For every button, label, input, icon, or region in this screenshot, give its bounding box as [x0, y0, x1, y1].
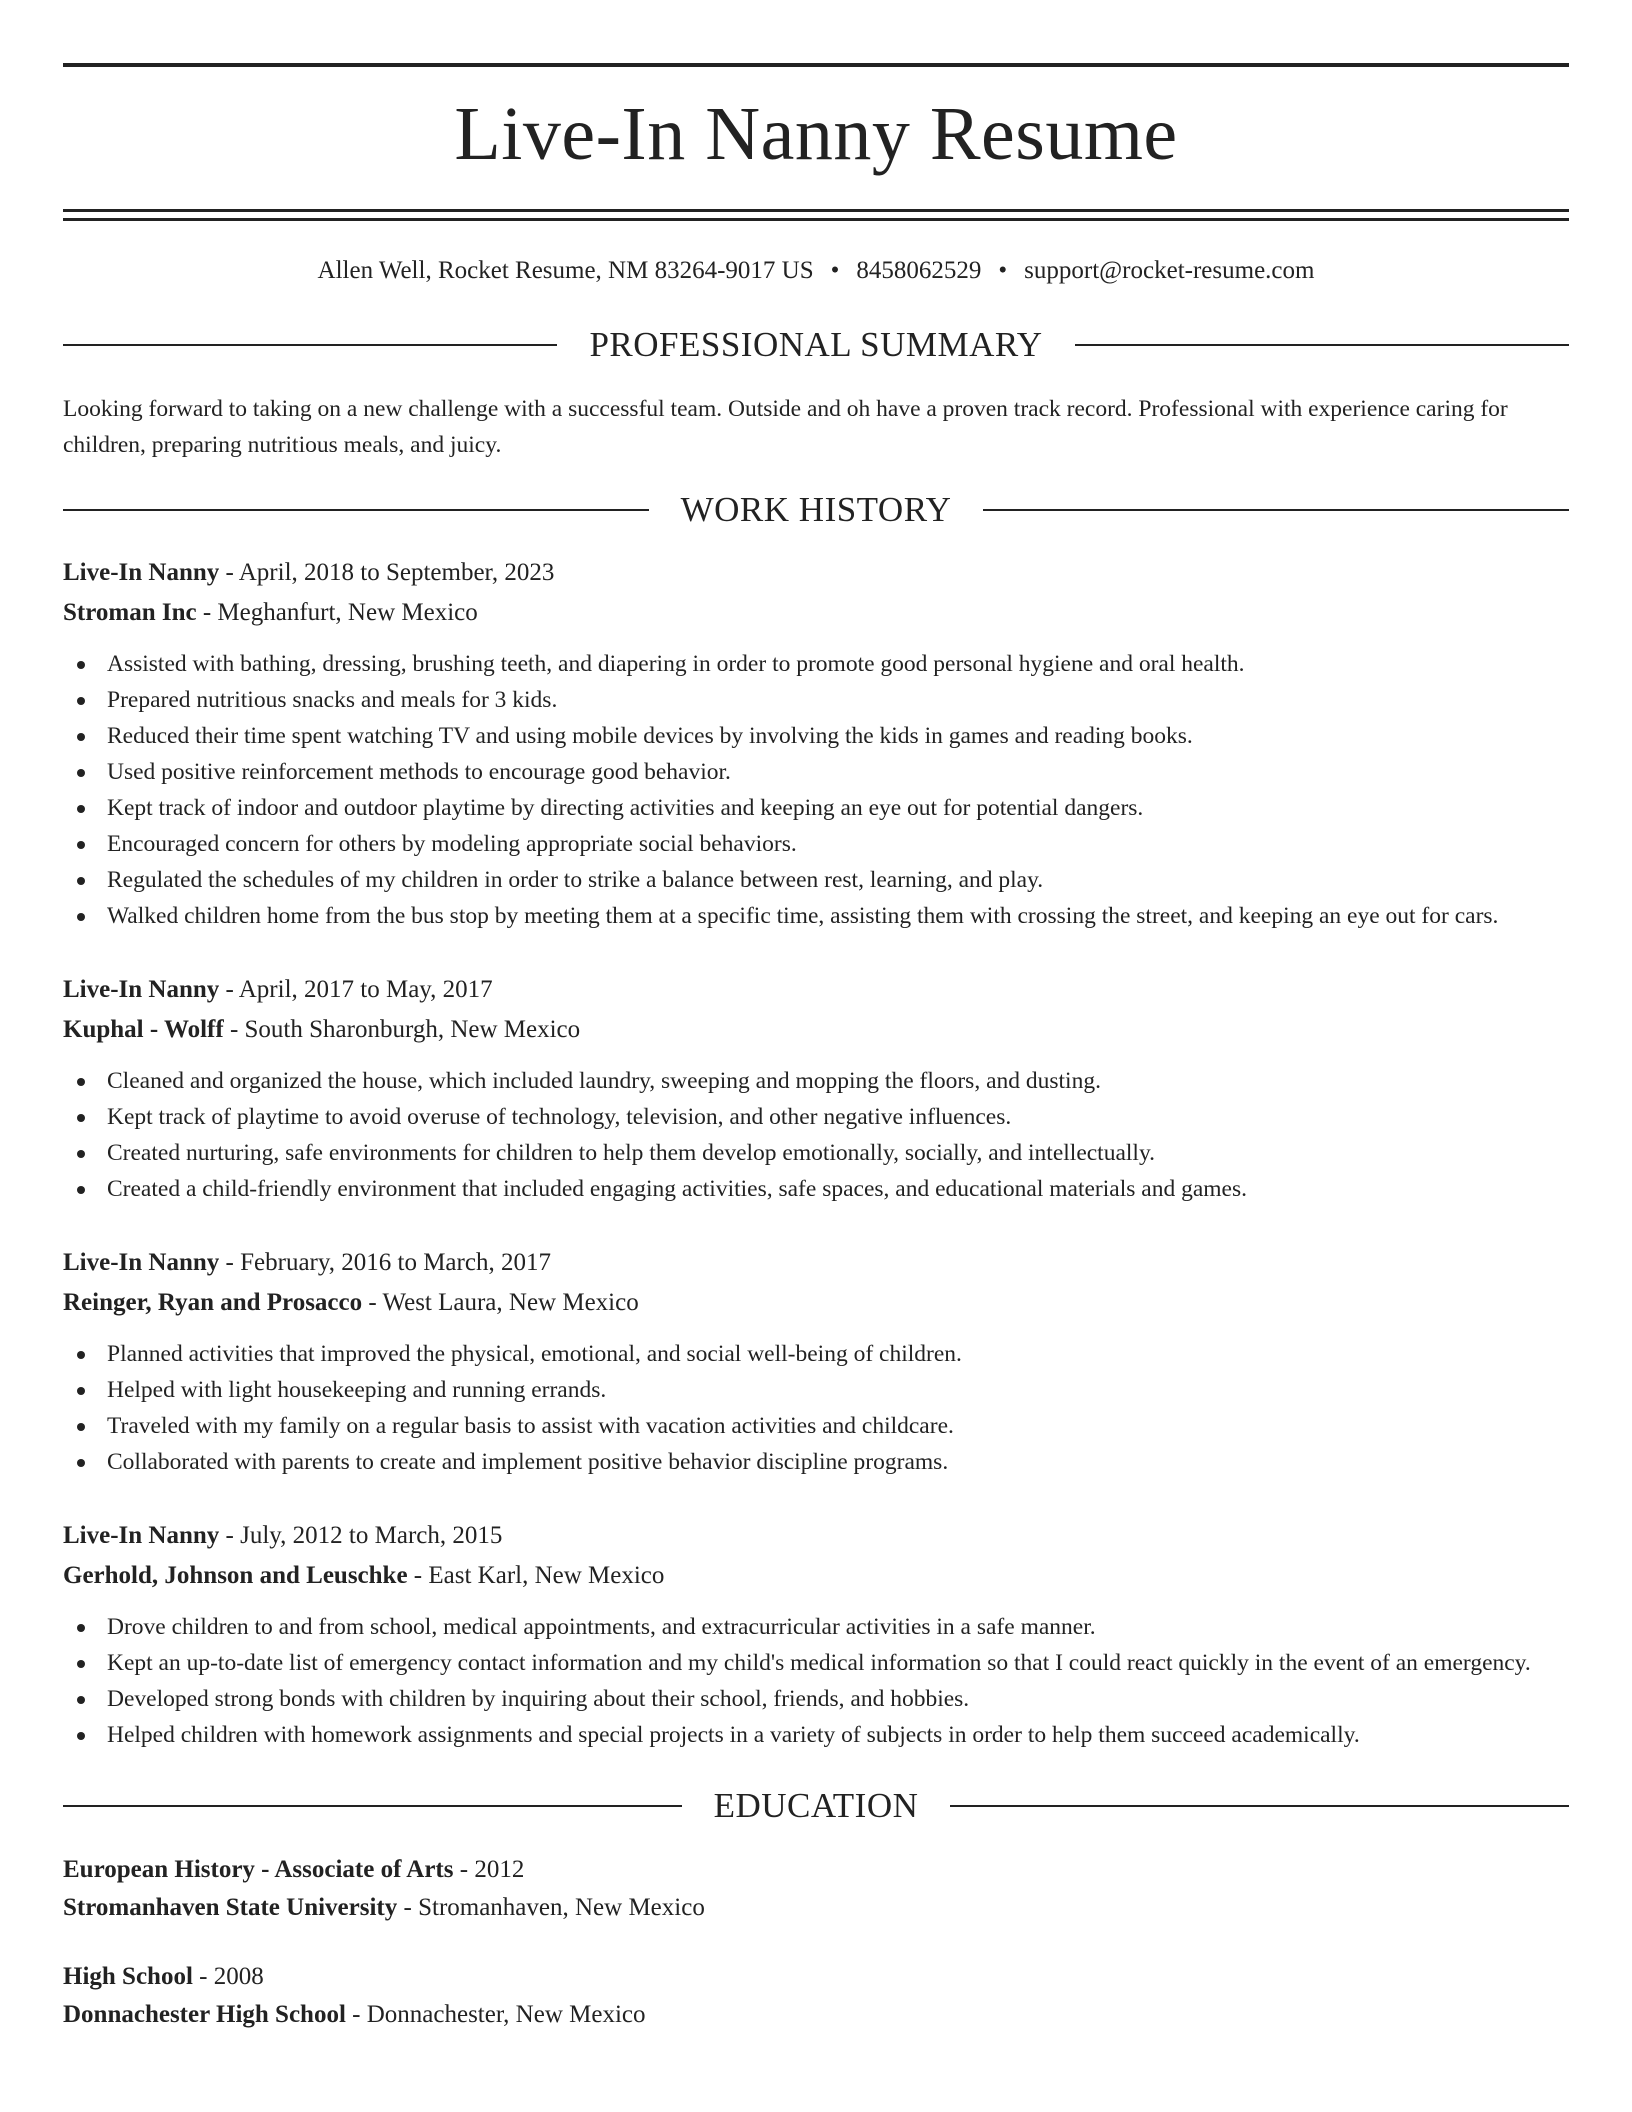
title-double-rule [63, 209, 1569, 221]
section-rule-left [63, 344, 557, 346]
duty-item: Drove children to and from school, medical appointments, and extracurricular activities in a safe manner. [63, 1609, 1569, 1645]
education-location: - Donnachester, New Mexico [345, 2001, 646, 2028]
duty-item: Collaborated with parents to create and implement positive behavior discipline programs. [63, 1444, 1569, 1480]
job-title-line [63, 553, 1569, 593]
duty-item: Created nurturing, safe environments for children to help them develop emotionally, socially, and intellectually. [63, 1135, 1569, 1171]
job-location: - West Laura, New Mexico [362, 1289, 639, 1316]
duty-item: Created a child-friendly environment that included engaging activities, safe spaces, and educational materials and games. [63, 1171, 1569, 1207]
job-entry [63, 1516, 1569, 1753]
job-title-line [63, 1243, 1569, 1283]
job-dates: - July, 2012 to March, 2015 [219, 1522, 503, 1549]
education-entry [63, 1851, 1569, 1927]
job-entry [63, 1243, 1569, 1480]
job-entry [63, 553, 1569, 934]
duty-item: Regulated the schedules of my children in order to strike a balance between rest, learning, and play. [63, 862, 1569, 898]
section-rule-right [950, 1805, 1569, 1807]
duty-item: Developed strong bonds with children by inquiring about their school, friends, and hobbies. [63, 1681, 1569, 1717]
job-title: Live-In Nanny [63, 1249, 220, 1276]
duty-item: Traveled with my family on a regular basis to assist with vacation activities and childcare. [63, 1408, 1569, 1444]
duty-item: Encouraged concern for others by modeling appropriate social behaviors. [63, 826, 1569, 862]
contact-address: Allen Well, Rocket Resume, NM 83264-9017 US [317, 257, 814, 284]
job-entry [63, 970, 1569, 1207]
duty-item: Planned activities that improved the physical, emotional, and social well-being of children. [63, 1336, 1569, 1372]
job-company: Stroman Inc [63, 599, 197, 626]
duty-list [63, 1609, 1569, 1753]
education-degree: High School [63, 1963, 193, 1990]
education-school: Stromanhaven State University [63, 1894, 398, 1921]
education-entry [63, 1958, 1569, 2034]
section-rule-left [63, 1805, 682, 1807]
job-company: Gerhold, Johnson and Leuschke [63, 1562, 408, 1589]
job-title: Live-In Nanny [63, 976, 220, 1003]
education-school-line [63, 1889, 1569, 1927]
education-school: Donnachester High School [63, 2001, 346, 2028]
duty-item: Prepared nutritious snacks and meals for 3 kids. [63, 682, 1569, 718]
job-company-line [63, 1283, 1569, 1323]
duty-list [63, 646, 1569, 934]
education-year: - 2008 [192, 1963, 264, 1990]
job-title-line [63, 970, 1569, 1010]
duty-item: Kept track of playtime to avoid overuse of technology, television, and other negative influences. [63, 1099, 1569, 1135]
job-dates: - April, 2017 to May, 2017 [219, 976, 493, 1003]
job-location: - East Karl, New Mexico [407, 1562, 665, 1589]
contact-email: support@rocket-resume.com [1024, 257, 1315, 284]
duty-item: Walked children home from the bus stop by meeting them at a specific time, assisting them with crossing the street, and keeping an eye out for cars. [63, 898, 1569, 934]
education-school-line [63, 1996, 1569, 2034]
contact-separator: • [830, 257, 840, 284]
resume-title: Live-In Nanny Resume [454, 92, 1178, 176]
duty-list [63, 1063, 1569, 1207]
section-rule-left [63, 509, 649, 511]
section-title: PROFESSIONAL SUMMARY [589, 325, 1043, 364]
job-title-line [63, 1516, 1569, 1556]
section-title: WORK HISTORY [680, 490, 952, 529]
job-company: Reinger, Ryan and Prosacco [63, 1289, 363, 1316]
job-location: - South Sharonburgh, New Mexico [223, 1016, 581, 1043]
job-location: - Meghanfurt, New Mexico [196, 599, 478, 626]
education-location: - Stromanhaven, New Mexico [397, 1894, 705, 1921]
job-dates: - April, 2018 to September, 2023 [219, 559, 555, 586]
duty-item: Assisted with bathing, dressing, brushing teeth, and diapering in order to promote good personal hygiene and oral health. [63, 646, 1569, 682]
duty-item: Reduced their time spent watching TV and using mobile devices by involving the kids in games and reading books. [63, 718, 1569, 754]
education-degree: European History - Associate of Arts [63, 1856, 454, 1883]
contact-separator: • [998, 257, 1008, 284]
duty-item: Cleaned and organized the house, which included laundry, sweeping and mopping the floors, and dusting. [63, 1063, 1569, 1099]
education-degree-line [63, 1958, 1569, 1996]
duty-item: Kept an up-to-date list of emergency contact information and my child's medical information so that I could react quickly in the event of an emergency. [63, 1645, 1569, 1681]
job-company-line [63, 1556, 1569, 1596]
contact-line [63, 255, 1569, 287]
education-year: - 2012 [453, 1856, 525, 1883]
duty-item: Helped with light housekeeping and running errands. [63, 1372, 1569, 1408]
section-title: EDUCATION [713, 1786, 919, 1825]
section-rule-right [1075, 344, 1569, 346]
section-rule-right [983, 509, 1569, 511]
duty-item: Kept track of indoor and outdoor playtime by directing activities and keeping an eye out for potential dangers. [63, 790, 1569, 826]
top-rule [63, 63, 1569, 67]
job-dates: - February, 2016 to March, 2017 [219, 1249, 551, 1276]
job-title: Live-In Nanny [63, 559, 220, 586]
duty-item: Helped children with homework assignments and special projects in a variety of subjects in order to help them succeed academically. [63, 1717, 1569, 1753]
contact-phone: 8458062529 [856, 257, 982, 284]
resume-page [0, 63, 1632, 2112]
duty-list [63, 1336, 1569, 1480]
job-company: Kuphal - Wolff [63, 1016, 224, 1043]
duty-item: Used positive reinforcement methods to encourage good behavior. [63, 754, 1569, 790]
job-company-line [63, 593, 1569, 633]
section-header-education [63, 1785, 1569, 1827]
section-header-work-history [63, 489, 1569, 531]
section-header-summary [63, 324, 1569, 366]
job-company-line [63, 1010, 1569, 1050]
job-title: Live-In Nanny [63, 1522, 220, 1549]
summary-text: Looking forward to taking on a new challenge with a successful team. Outside and oh have a proven track record. Professional with experience caring for children, preparing nutritious meals, and juicy. [63, 396, 1508, 458]
education-degree-line [63, 1851, 1569, 1889]
